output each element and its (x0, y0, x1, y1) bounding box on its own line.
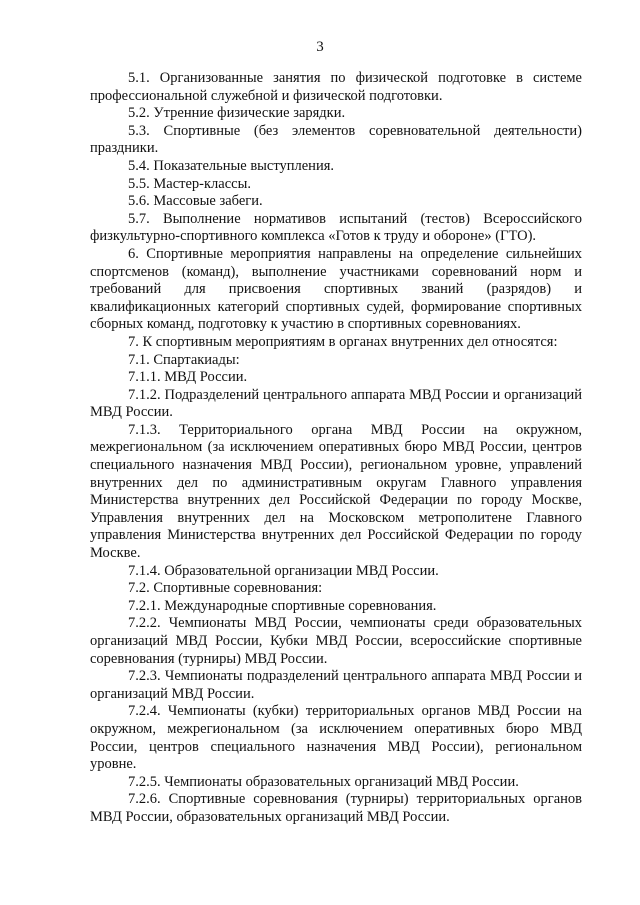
paragraph-7-2: 7.2. Спортивные соревнования: (128, 580, 323, 597)
paragraph-5-1: 5.1. Организованные занятия по физической подготовке в системе профессиональной служебной и физической подготовки. (90, 70, 582, 104)
paragraph-7: 7. К спортивным мероприятиям в органах внутренних дел относятся: (128, 333, 558, 350)
paragraph-7-1-1: 7.1.1. МВД России. (128, 369, 248, 386)
document-body (90, 70, 582, 827)
paragraph-7-1-4: 7.1.4. Образовательной организации МВД России. (128, 562, 439, 579)
paragraph-7-2-4: 7.2.4. Чемпионаты (кубки) территориальных органов МВД России на окружном, межрегиональном (за исключением оперативных бюро МВД России, центров специального назначения МВД России), региональном уровне. (90, 703, 582, 773)
paragraph-7-1: 7.1. Спартакиады: (128, 351, 240, 368)
paragraph-5-4: 5.4. Показательные выступления. (128, 157, 334, 174)
paragraph-6: 6. Спортивные мероприятия направлены на определение сильнейших спортсменов (команд), выполнение участниками соревнований норм и требований для присвоения спортивных званий (разрядов) и квалификационных категорий спортивных судей, формирование спортивных сборных команд, подготовку к участию в спортивных соревнованиях. (90, 245, 582, 333)
page-number: 3 (316, 39, 324, 55)
paragraph-5-6: 5.6. Массовые забеги. (128, 193, 263, 210)
paragraph-7-1-3: 7.1.3. Территориального органа МВД России на окружном, межрегиональном (за исключением оперативных бюро МВД России, центров специального назначения МВД России), региональном уровне, управлений внутренних дел по административным округам Главного управления Министерства внутренних дел Российской Федерации по городу Москве, Управления внутренних дел на Московском метрополитене Главного управления Министерства внутренних дел Российской Федерации по городу Москве. (90, 421, 582, 562)
paragraph-5-2: 5.2. Утренние физические зарядки. (128, 105, 346, 122)
paragraph-7-2-6: 7.2.6. Спортивные соревнования (турниры) территориальных органов МВД России, образовательных организаций МВД России. (90, 791, 582, 825)
paragraph-7-2-3: 7.2.3. Чемпионаты подразделений центрального аппарата МВД России и организаций МВД России. (90, 668, 582, 702)
paragraph-5-5: 5.5. Мастер-классы. (128, 175, 251, 192)
paragraph-5-7: 5.7. Выполнение нормативов испытаний (тестов) Всероссийского физкультурно-спортивного комплекса «Готов к труду и обороне» (ГТО). (90, 210, 582, 245)
paragraph-7-2-5: 7.2.5. Чемпионаты образовательных организаций МВД России. (128, 773, 519, 790)
paragraph-7-2-1: 7.2.1. Международные спортивные соревнования. (128, 597, 437, 614)
paragraph-7-2-2: 7.2.2. Чемпионаты МВД России, чемпионаты среди образовательных организаций МВД России, Кубки МВД России, всероссийские спортивные соревнования (турниры) МВД России. (90, 615, 582, 667)
paragraph-7-1-2: 7.1.2. Подразделений центрального аппарата МВД России и организаций МВД России. (90, 386, 582, 421)
paragraph-5-3: 5.3. Спортивные (без элементов соревновательной деятельности) праздники. (90, 122, 582, 157)
